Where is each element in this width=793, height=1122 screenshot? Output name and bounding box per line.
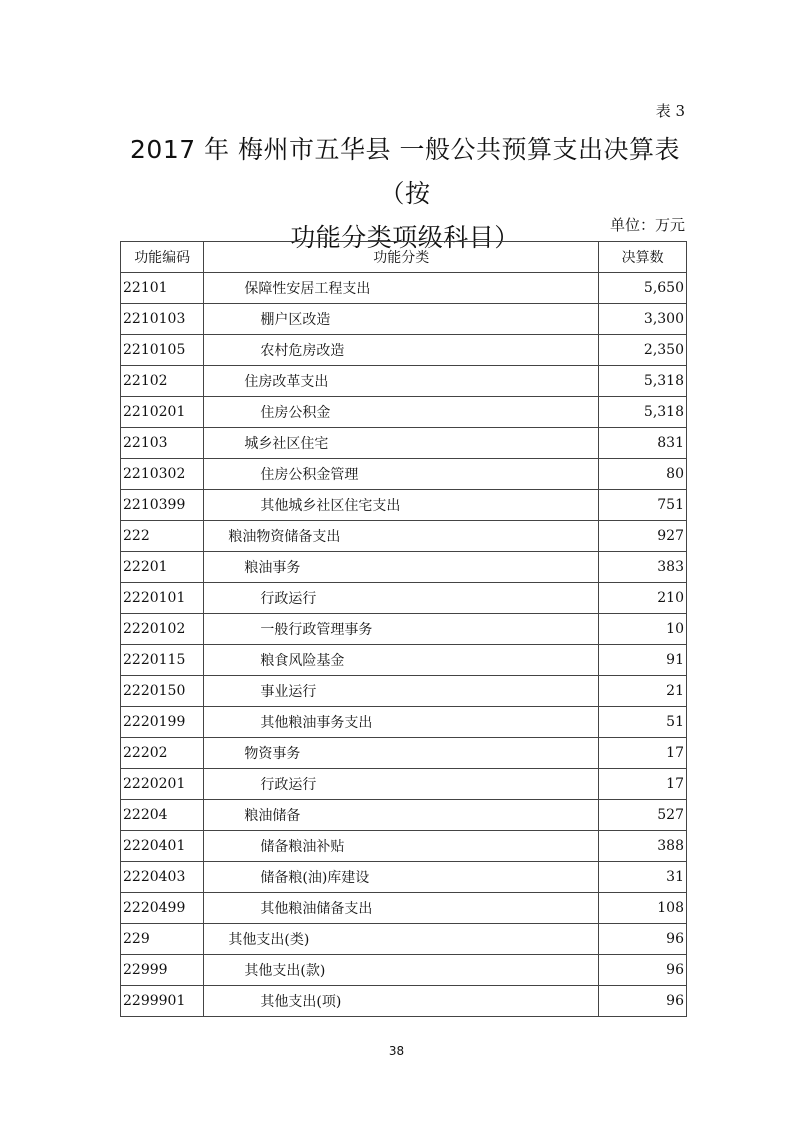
function-category-cell: 粮食风险基金 bbox=[204, 645, 599, 676]
function-code-cell: 2220499 bbox=[121, 893, 204, 924]
function-code-cell: 22999 bbox=[121, 955, 204, 986]
function-category-cell: 储备粮油补贴 bbox=[204, 831, 599, 862]
amount-cell: 91 bbox=[599, 645, 687, 676]
function-code-cell: 22201 bbox=[121, 552, 204, 583]
amount-cell: 2,350 bbox=[599, 335, 687, 366]
function-category-cell: 住房改革支出 bbox=[204, 366, 599, 397]
amount-cell: 5,650 bbox=[599, 273, 687, 304]
table-label: 表 3 bbox=[655, 102, 685, 120]
amount-cell: 5,318 bbox=[599, 397, 687, 428]
amount-cell: 17 bbox=[599, 769, 687, 800]
amount-cell: 31 bbox=[599, 862, 687, 893]
function-category-cell: 其他支出(类) bbox=[204, 924, 599, 955]
function-code-cell: 22204 bbox=[121, 800, 204, 831]
function-category-cell: 行政运行 bbox=[204, 583, 599, 614]
function-category-cell: 粮油物资储备支出 bbox=[204, 521, 599, 552]
function-code-cell: 2220403 bbox=[121, 862, 204, 893]
table-body bbox=[121, 273, 687, 1017]
function-code-cell: 22103 bbox=[121, 428, 204, 459]
amount-cell: 388 bbox=[599, 831, 687, 862]
function-category-cell: 储备粮(油)库建设 bbox=[204, 862, 599, 893]
table-row bbox=[121, 552, 687, 583]
function-category-cell: 事业运行 bbox=[204, 676, 599, 707]
function-code-cell: 2220101 bbox=[121, 583, 204, 614]
function-code-cell: 2210105 bbox=[121, 335, 204, 366]
amount-cell: 96 bbox=[599, 955, 687, 986]
table-row bbox=[121, 676, 687, 707]
function-category-cell: 住房公积金管理 bbox=[204, 459, 599, 490]
table-row bbox=[121, 986, 687, 1017]
amount-cell: 210 bbox=[599, 583, 687, 614]
table-row bbox=[121, 769, 687, 800]
function-code-cell: 2299901 bbox=[121, 986, 204, 1017]
table-row bbox=[121, 862, 687, 893]
amount-cell: 108 bbox=[599, 893, 687, 924]
function-category-cell: 粮油事务 bbox=[204, 552, 599, 583]
function-category-cell: 城乡社区住宅 bbox=[204, 428, 599, 459]
table-row bbox=[121, 614, 687, 645]
page-title-line-1: 2017 年 梅州市五华县 一般公共预算支出决算表（按 bbox=[130, 135, 680, 208]
table-row bbox=[121, 459, 687, 490]
function-code-cell: 2220199 bbox=[121, 707, 204, 738]
table-row bbox=[121, 800, 687, 831]
column-header-amount: 决算数 bbox=[599, 242, 687, 273]
table-row bbox=[121, 893, 687, 924]
amount-cell: 383 bbox=[599, 552, 687, 583]
function-category-cell: 住房公积金 bbox=[204, 397, 599, 428]
function-code-cell: 2220401 bbox=[121, 831, 204, 862]
amount-cell: 927 bbox=[599, 521, 687, 552]
function-category-cell: 其他支出(款) bbox=[204, 955, 599, 986]
table-row bbox=[121, 955, 687, 986]
amount-cell: 10 bbox=[599, 614, 687, 645]
function-category-cell: 其他粮油储备支出 bbox=[204, 893, 599, 924]
function-code-cell: 2220150 bbox=[121, 676, 204, 707]
budget-table bbox=[120, 241, 687, 1017]
function-category-cell: 保障性安居工程支出 bbox=[204, 273, 599, 304]
table-row bbox=[121, 304, 687, 335]
function-code-cell: 2210399 bbox=[121, 490, 204, 521]
amount-cell: 3,300 bbox=[599, 304, 687, 335]
unit-label: 单位：万元 bbox=[609, 216, 685, 234]
table-row bbox=[121, 490, 687, 521]
amount-cell: 831 bbox=[599, 428, 687, 459]
table-row bbox=[121, 924, 687, 955]
table-row bbox=[121, 521, 687, 552]
function-code-cell: 2210103 bbox=[121, 304, 204, 335]
function-code-cell: 22101 bbox=[121, 273, 204, 304]
table-row bbox=[121, 583, 687, 614]
function-category-cell: 其他支出(项) bbox=[204, 986, 599, 1017]
function-category-cell: 行政运行 bbox=[204, 769, 599, 800]
column-header-category: 功能分类 bbox=[204, 242, 599, 273]
amount-cell: 17 bbox=[599, 738, 687, 769]
table-row bbox=[121, 707, 687, 738]
function-category-cell: 其他城乡社区住宅支出 bbox=[204, 490, 599, 521]
column-header-code: 功能编码 bbox=[121, 242, 204, 273]
amount-cell: 5,318 bbox=[599, 366, 687, 397]
table-header-row bbox=[121, 242, 687, 273]
amount-cell: 751 bbox=[599, 490, 687, 521]
function-category-cell: 粮油储备 bbox=[204, 800, 599, 831]
amount-cell: 527 bbox=[599, 800, 687, 831]
amount-cell: 21 bbox=[599, 676, 687, 707]
amount-cell: 96 bbox=[599, 924, 687, 955]
function-code-cell: 2220201 bbox=[121, 769, 204, 800]
table-row bbox=[121, 428, 687, 459]
amount-cell: 96 bbox=[599, 986, 687, 1017]
function-code-cell: 2220102 bbox=[121, 614, 204, 645]
function-category-cell: 棚户区改造 bbox=[204, 304, 599, 335]
function-category-cell: 农村危房改造 bbox=[204, 335, 599, 366]
table-row bbox=[121, 335, 687, 366]
table-row bbox=[121, 738, 687, 769]
function-category-cell: 一般行政管理事务 bbox=[204, 614, 599, 645]
function-code-cell: 2210302 bbox=[121, 459, 204, 490]
function-code-cell: 22102 bbox=[121, 366, 204, 397]
amount-cell: 80 bbox=[599, 459, 687, 490]
function-code-cell: 22202 bbox=[121, 738, 204, 769]
table-row bbox=[121, 831, 687, 862]
function-code-cell: 2220115 bbox=[121, 645, 204, 676]
amount-cell: 51 bbox=[599, 707, 687, 738]
page-title-line-2: 功能分类项级科目） bbox=[290, 223, 520, 252]
function-category-cell: 其他粮油事务支出 bbox=[204, 707, 599, 738]
function-code-cell: 2210201 bbox=[121, 397, 204, 428]
function-code-cell: 229 bbox=[121, 924, 204, 955]
function-category-cell: 物资事务 bbox=[204, 738, 599, 769]
table-row bbox=[121, 645, 687, 676]
function-code-cell: 222 bbox=[121, 521, 204, 552]
page-number: 38 bbox=[388, 1044, 405, 1058]
table-row bbox=[121, 397, 687, 428]
table-row bbox=[121, 273, 687, 304]
table-row bbox=[121, 366, 687, 397]
